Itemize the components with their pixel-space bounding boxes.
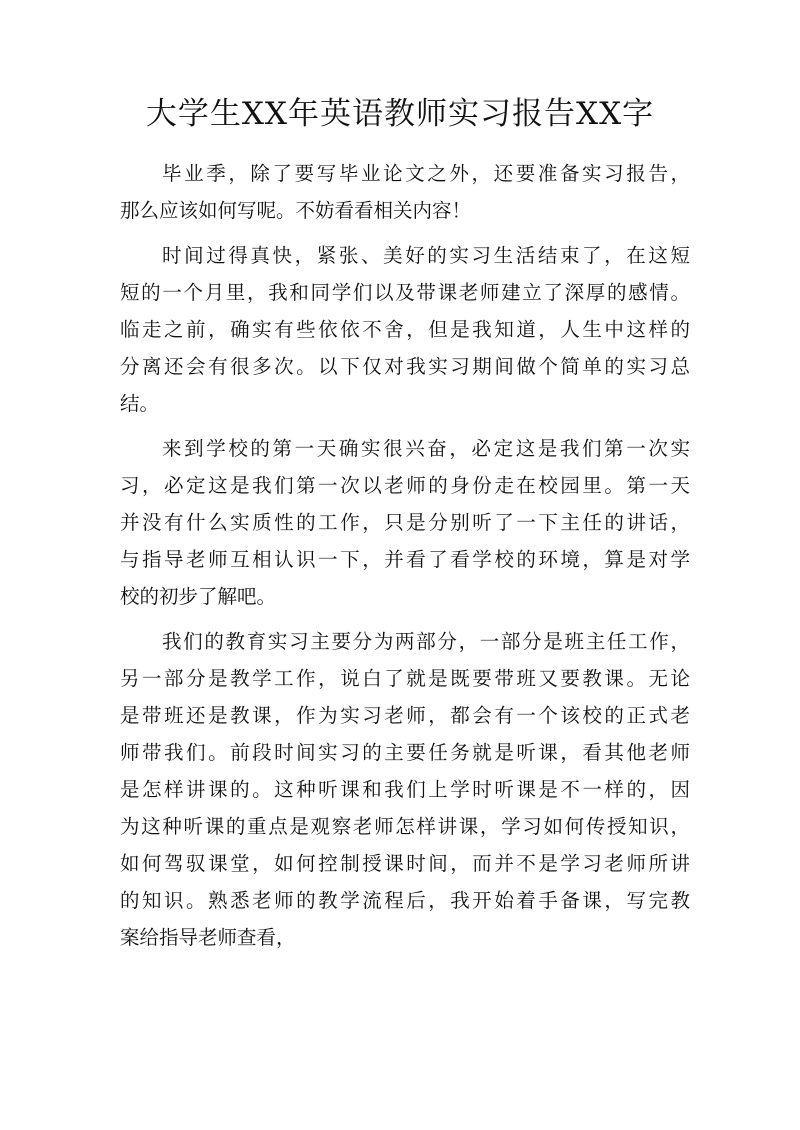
text-line: 另一部分是教学工作，说白了就是既要带班又要教课。无论	[120, 667, 690, 690]
text-line: 如何驾驭课堂，如何控制授课时间，而并不是学习老师所讲	[120, 852, 690, 875]
paragraph-3	[120, 430, 690, 615]
document-body	[120, 155, 690, 964]
document-title: 大学生XX年英语教师实习报告XX字	[145, 96, 655, 132]
text-line: 我们的教育实习主要分为两部分，一部分是班主任工作，	[162, 630, 690, 653]
text-line: 师带我们。前段时间实习的主要任务就是听课，看其他老师	[120, 741, 690, 764]
paragraph-4	[120, 623, 690, 956]
paragraph-1	[120, 155, 690, 229]
text-line: 是怎样讲课的。这种听课和我们上学时听课是不一样的，因	[120, 778, 690, 801]
text-line: 来到学校的第一天确实很兴奋，必定这是我们第一次实	[162, 437, 690, 460]
text-line: 的知识。熟悉老师的教学流程后，我开始着手备课，写完教	[120, 889, 690, 912]
text-line: 并没有什么实质性的工作，只是分别听了一下主任的讲话，	[120, 511, 690, 534]
text-line: 那么应该如何写呢。不妨看看相关内容！	[120, 199, 472, 222]
text-line: 分离还会有很多次。以下仅对我实习期间做个简单的实习总	[120, 355, 690, 378]
text-line: 毕业季，除了要写毕业论文之外，还要准备实习报告，	[162, 162, 690, 185]
text-line: 结。	[120, 392, 160, 415]
text-line: 短的一个月里，我和同学们以及带课老师建立了深厚的感情。	[120, 281, 690, 304]
text-line: 临走之前，确实有些依依不舍，但是我知道，人生中这样的	[120, 318, 690, 341]
text-line: 校的初步了解吧。	[120, 585, 277, 608]
text-line: 与指导老师互相认识一下，并看了看学校的环境，算是对学	[120, 548, 690, 571]
paragraph-2	[120, 237, 690, 422]
text-line: 案给指导老师查看，	[120, 926, 296, 949]
text-line: 时间过得真快，紧张、美好的实习生活结束了，在这短	[162, 244, 690, 267]
text-line: 习，必定这是我们第一次以老师的身份走在校园里。第一天	[120, 474, 690, 497]
text-line: 是带班还是教课，作为实习老师，都会有一个该校的正式老	[120, 704, 690, 727]
text-line: 为这种听课的重点是观察老师怎样讲课，学习如何传授知识，	[120, 815, 690, 838]
